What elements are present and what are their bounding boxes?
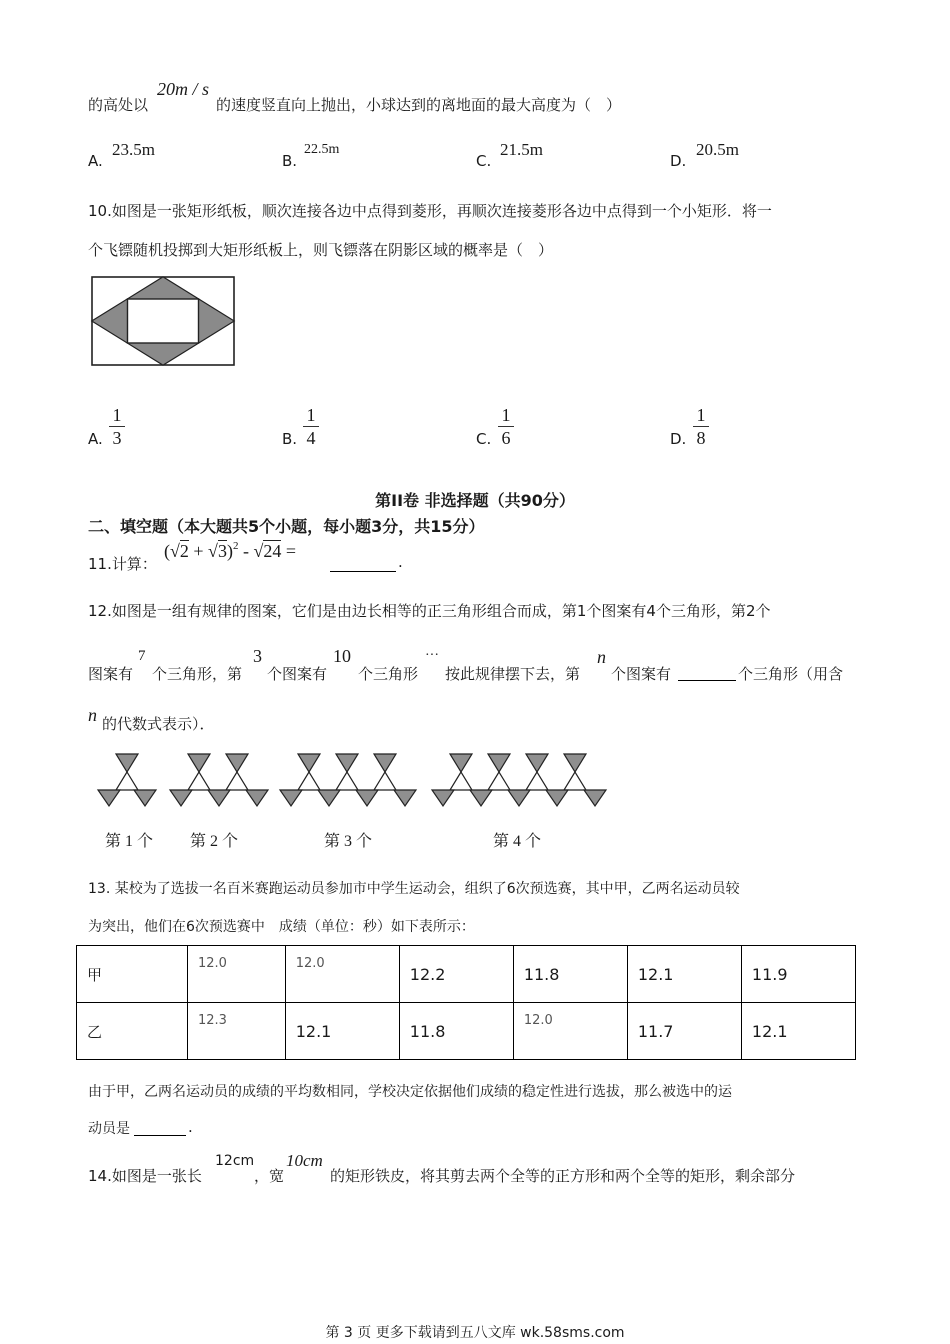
- q10-line2: 个飞镖随机投掷到大矩形纸板上，则飞镖落在阴影区域的概率是（ ）: [88, 241, 554, 259]
- q13-after-line1: 由于甲，乙两名运动员的成绩的平均数相同，学校决定依据他们成绩的稳定性进行选拔，那么被选中的运: [88, 1084, 732, 1100]
- q10-option-b-fraction: [303, 405, 319, 448]
- shaded-triangle-left: [92, 299, 128, 343]
- pattern-3: [280, 754, 416, 806]
- caption-4: 第 4 个: [493, 833, 542, 850]
- pattern-4: [432, 754, 606, 806]
- table-cell: 11.8: [399, 1003, 513, 1060]
- q9-text-post: 的速度竖直向上抛出，小球达到的离地面的最大高度为（ ）: [216, 96, 622, 114]
- q10-option-c-letter: C.: [476, 430, 492, 448]
- pattern-1: [98, 754, 156, 806]
- q9-option-b-value: 22.5m: [304, 142, 340, 157]
- row-label-jia: 甲: [77, 946, 188, 1003]
- table-cell: 11.7: [627, 1003, 741, 1060]
- q9-option-c-letter: C.: [476, 152, 492, 170]
- q13-answer-blank[interactable]: [134, 1118, 186, 1136]
- q11-radicand-2: 3: [217, 541, 227, 561]
- table-cell: 12.0: [513, 1003, 627, 1060]
- q12-line2-a: 图案有: [88, 665, 134, 683]
- q9-option-a-value: 23.5m: [112, 140, 155, 159]
- q10-rectangle-figure: [88, 272, 240, 372]
- q14-length: 12cm: [215, 1153, 255, 1169]
- q12-var-n: n: [597, 647, 606, 667]
- table-cell: 12.1: [627, 946, 741, 1003]
- q11-close-paren: ): [226, 541, 233, 561]
- q12-n2: 3: [253, 646, 262, 666]
- q9-option-b-letter: B.: [282, 152, 298, 170]
- q14-mid: ，宽: [254, 1167, 285, 1185]
- q10-option-b-num: 1: [306, 405, 316, 425]
- q9-option-a-letter: A.: [88, 152, 103, 170]
- q10-option-d-num: 1: [696, 405, 706, 425]
- caption-3: 第 3 个: [324, 833, 373, 850]
- q11-answer-blank[interactable]: [330, 553, 396, 572]
- q13-score-table: [76, 945, 856, 1060]
- table-row: [77, 946, 856, 1003]
- q12-line2-f: 个图案有: [611, 665, 672, 683]
- q10-option-b-letter: B.: [282, 430, 298, 448]
- sqrt-icon: √: [253, 541, 264, 561]
- row-label-yi: 乙: [77, 1003, 188, 1060]
- inner-rectangle: [128, 299, 199, 343]
- q10-option-a-den: 3: [112, 428, 122, 448]
- shaded-triangle-right: [199, 299, 235, 343]
- q10-line1: 10.如图是一张矩形纸板，顺次连接各边中点得到菱形，再顺次连接菱形各边中点得到一个小矩形．将一: [88, 202, 772, 220]
- q13-line2: 为突出，他们在6次预选赛中 成绩（单位：秒）如下表所示：: [88, 919, 475, 935]
- q11-open-paren: (: [164, 541, 170, 561]
- table-cell: 12.0: [188, 946, 286, 1003]
- q12-n1: 7: [138, 648, 146, 664]
- q9-text-pre: 的高处以: [88, 96, 149, 114]
- q9-option-d-value: 20.5m: [696, 140, 739, 159]
- shaded-triangle-top: [128, 277, 199, 299]
- q13-after-line2: 动员是: [88, 1121, 130, 1137]
- table-cell: 12.1: [285, 1003, 399, 1060]
- q10-option-c-den: 6: [501, 428, 511, 448]
- q10-option-d-fraction: [693, 405, 709, 448]
- sqrt-icon: √: [170, 541, 180, 561]
- q10-option-a-num: 1: [112, 405, 122, 425]
- q12-line1: 12.如图是一组有规律的图案，它们是由边长相等的正三角形组合而成，第1个图案有4个三角形，第2个: [88, 602, 771, 620]
- q12-ellipsis: ···: [425, 648, 439, 663]
- section2-subtitle: 二、填空题（本大题共5个小题，每小题3分，共15分）: [88, 517, 485, 536]
- sqrt-icon: √: [208, 541, 218, 561]
- q10-option-d-den: 8: [696, 428, 706, 448]
- q12-line2-d: 个三角形: [358, 665, 419, 683]
- pattern-2: [170, 754, 268, 806]
- q11-radicand-3: 24: [263, 541, 282, 561]
- table-cell: 11.8: [513, 946, 627, 1003]
- q9-option-d-letter: D.: [670, 152, 687, 170]
- q14-post: 的矩形铁皮，将其剪去两个全等的正方形和两个全等的矩形，剩余部分: [330, 1167, 796, 1185]
- table-cell: 11.9: [741, 946, 855, 1003]
- q11-minus: -: [238, 541, 254, 561]
- q12-answer-blank[interactable]: [678, 663, 736, 681]
- q10-option-c-fraction: [498, 405, 514, 448]
- q9-speed: 20m / s: [157, 79, 210, 99]
- q10-option-b-den: 4: [306, 428, 316, 448]
- caption-2: 第 2 个: [190, 833, 239, 850]
- q13-line1: 13. 某校为了选拔一名百米赛跑运动员参加市中学生运动会，组织了6次预选赛，其中甲，乙两名运动员较: [88, 881, 740, 897]
- q10-option-d-letter: D.: [670, 430, 687, 448]
- q12-n3: 10: [333, 646, 351, 666]
- q12-triangle-patterns: [94, 748, 639, 816]
- q11-radicand-1: 2: [179, 541, 189, 561]
- q10-option-a-letter: A.: [88, 430, 103, 448]
- q12-line3: 的代数式表示）．: [102, 715, 215, 733]
- q11-expression: [164, 541, 296, 562]
- table-cell: 12.2: [399, 946, 513, 1003]
- q10-option-a-fraction: [109, 405, 125, 448]
- q12-line2-b: 个三角形，第: [152, 665, 243, 683]
- q11-equals: =: [281, 541, 296, 561]
- q14-width: 10cm: [286, 1151, 323, 1170]
- q14-pre: 14.如图是一张长: [88, 1167, 202, 1185]
- table-cell: 12.3: [188, 1003, 286, 1060]
- q13-after-end: .: [188, 1118, 193, 1136]
- table-row: [77, 1003, 856, 1060]
- q12-line2-c: 个图案有: [267, 665, 328, 683]
- section2-title: 第II卷 非选择题（共90分）: [375, 491, 575, 510]
- q9-option-c-value: 21.5m: [500, 140, 543, 159]
- page-footer: 第 3 页 更多下载请到五八文库 wk.58sms.com: [325, 1325, 625, 1341]
- q11-label: 11.计算：: [88, 555, 157, 573]
- q12-line2-g: 个三角形（用含: [738, 665, 844, 683]
- q11-power: 2: [232, 540, 239, 552]
- q11-plus: +: [188, 541, 209, 561]
- shaded-triangle-bottom: [128, 343, 199, 365]
- caption-1: 第 1 个: [105, 833, 154, 850]
- q11-end: .: [398, 553, 403, 571]
- q12-line2-e: 按此规律摆下去，第: [445, 665, 581, 683]
- table-cell: 12.1: [741, 1003, 855, 1060]
- table-cell: 12.0: [285, 946, 399, 1003]
- q10-option-c-num: 1: [501, 405, 511, 425]
- q12-l3-var: n: [88, 705, 97, 725]
